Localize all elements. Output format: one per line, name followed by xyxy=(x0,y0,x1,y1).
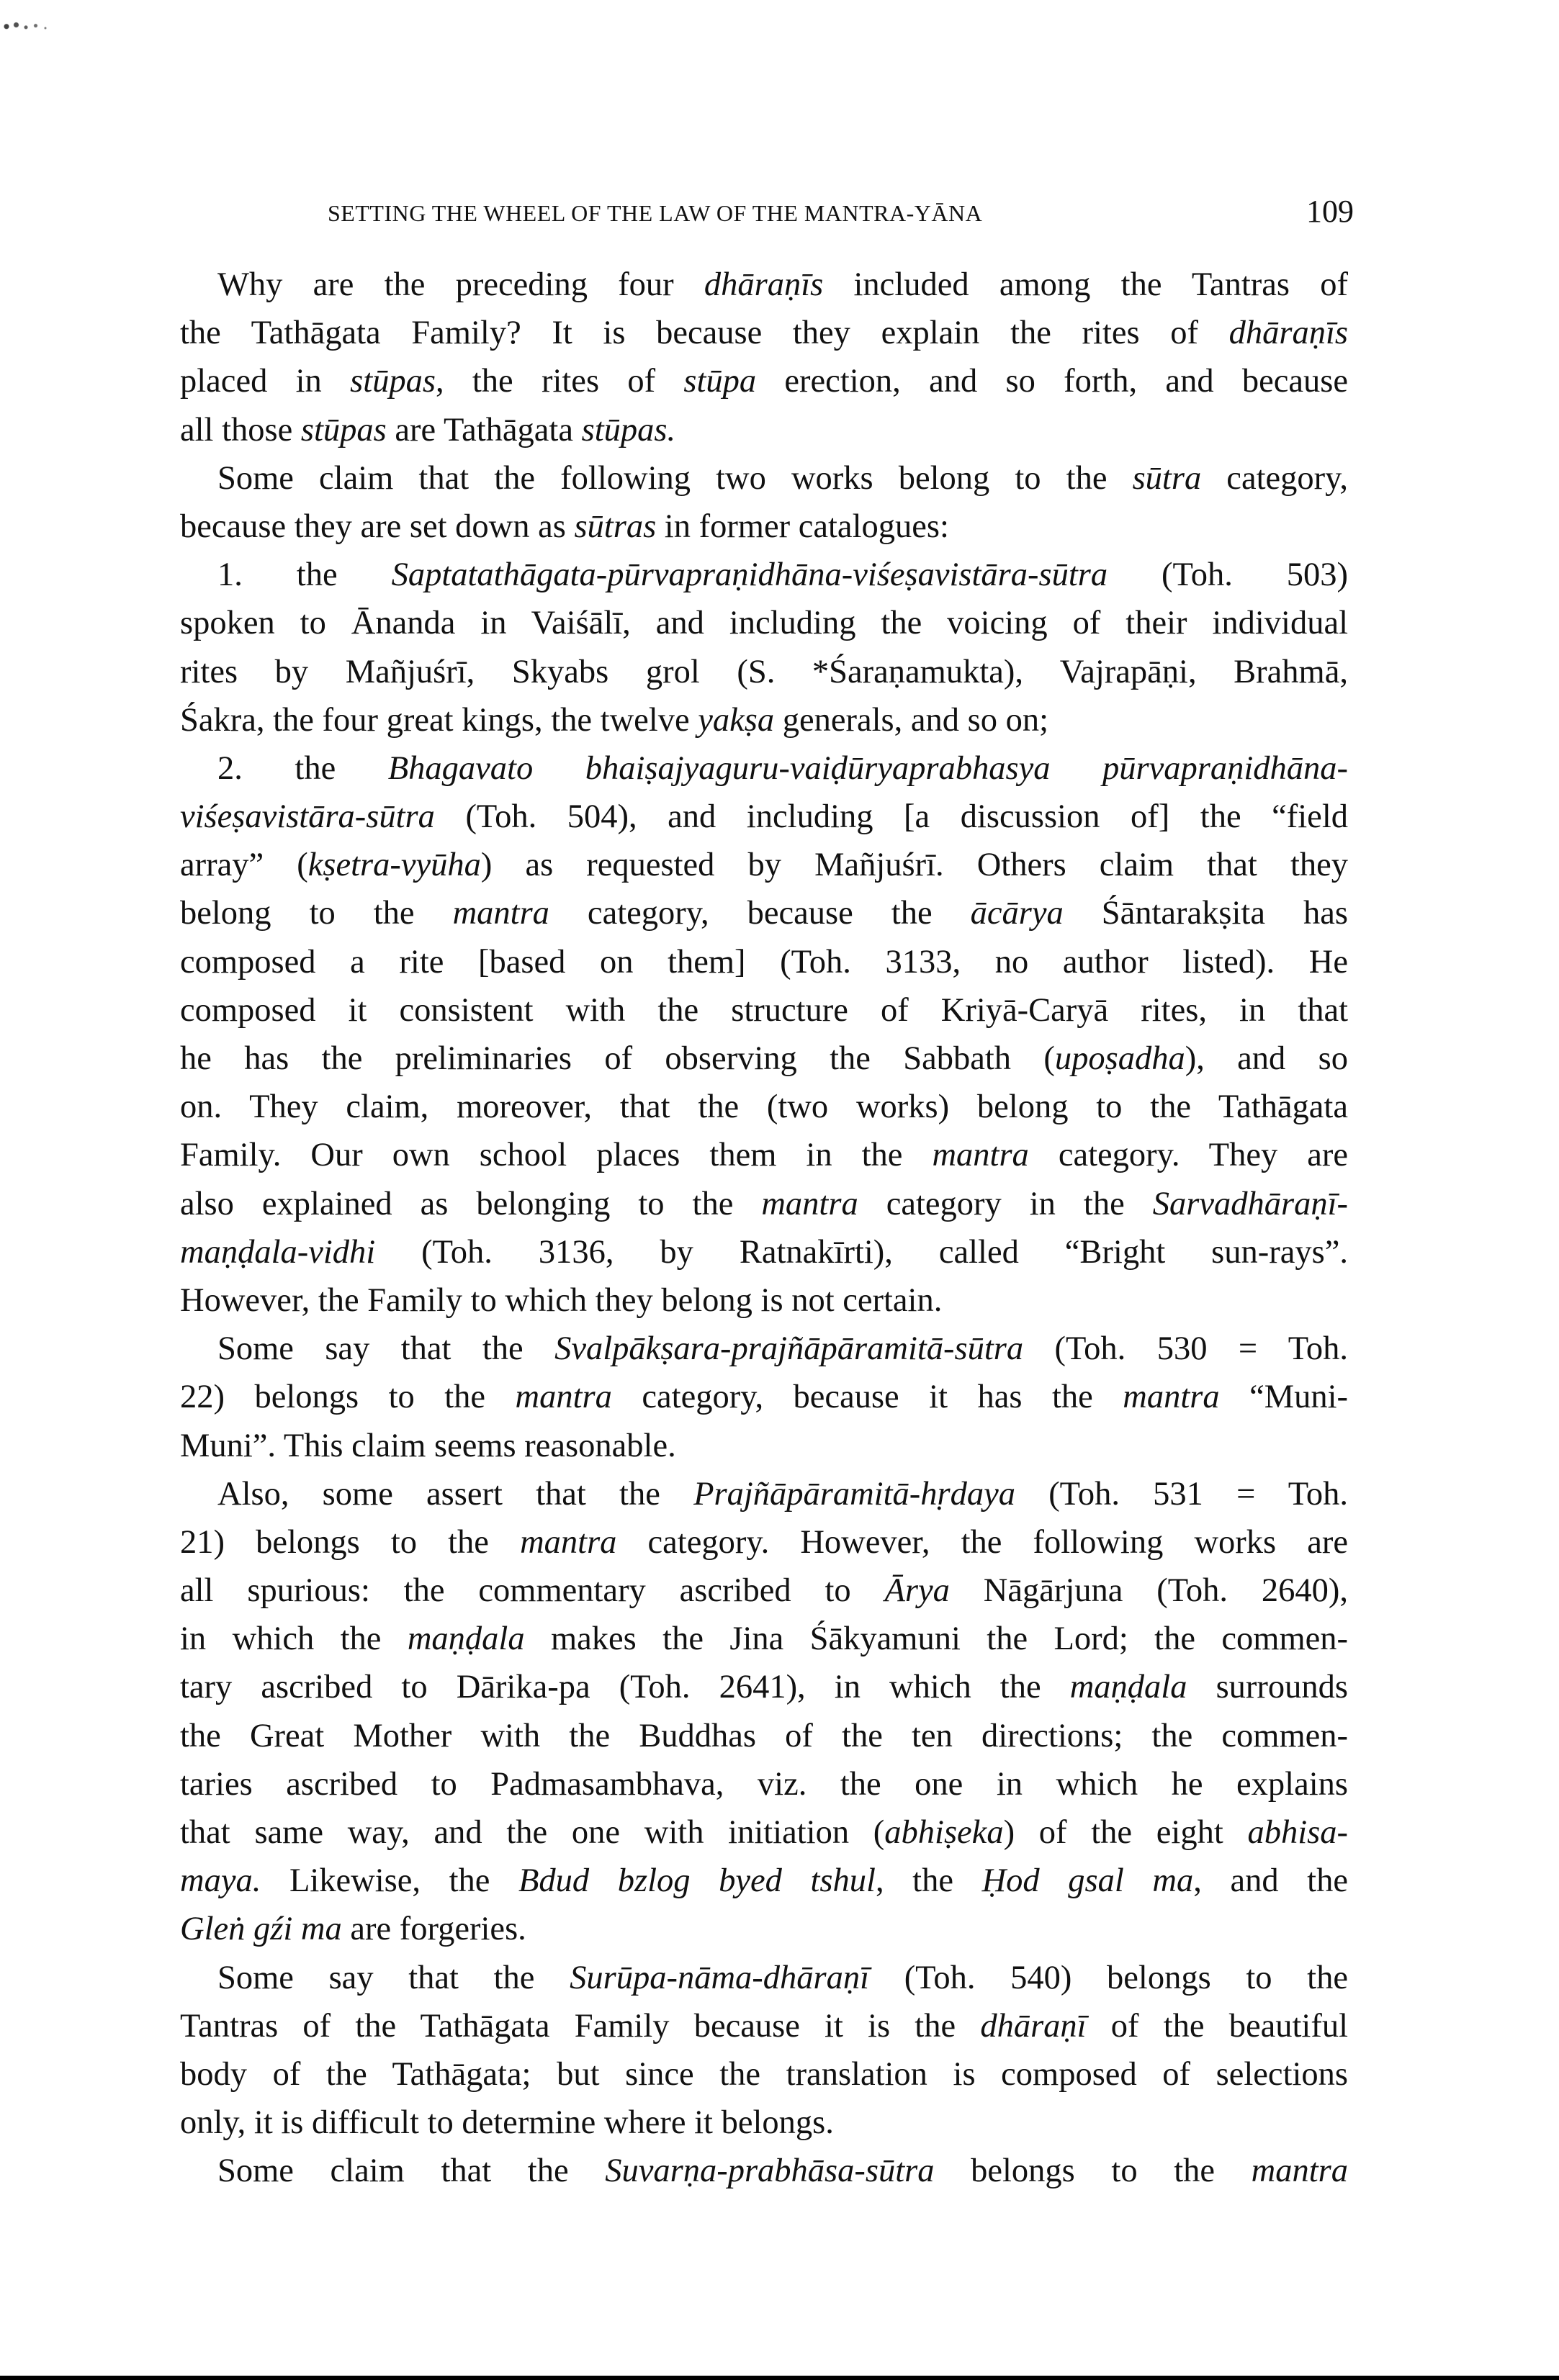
text-run: the Tathāgata Family? It is because they explain the rites of xyxy=(180,315,1229,352)
text-run: belongs to the xyxy=(934,2153,1252,2190)
text-run: makes the Jina Śākyamuni the Lord; the commen- xyxy=(524,1621,1348,1658)
italic-term: mantra xyxy=(1251,2153,1348,2190)
text-line xyxy=(180,1325,1348,1373)
italic-term: stūpas. xyxy=(581,411,676,448)
text-run: of the beautiful xyxy=(1086,2007,1348,2045)
italic-term: Bhagavato bhaiṣajyaguru-vaiḍūryaprabhasya pūrvapraṇidhāna- xyxy=(387,749,1348,787)
italic-term: abhiṣeka xyxy=(884,1814,1004,1851)
text-run: Some say that the xyxy=(217,1959,570,1996)
text-line xyxy=(180,938,1348,986)
text-run: Also, some assert that the xyxy=(217,1475,694,1513)
text-line xyxy=(180,1567,1348,1615)
italic-term: kṣetra-vyūha xyxy=(307,847,481,884)
text-run: spoken to Ānanda in Vaiśālī, and including the voicing of their individual xyxy=(180,605,1348,642)
italic-term: maya. xyxy=(180,1862,261,1900)
text-run: taries ascribed to Padmasambhava, viz. the one in which he explains xyxy=(180,1765,1348,1803)
body-text xyxy=(180,261,1348,2196)
text-run: Muni”. This claim seems reasonable. xyxy=(180,1427,676,1464)
text-run: all spurious: the commentary ascribed to xyxy=(180,1572,885,1610)
text-line xyxy=(180,2002,1348,2050)
italic-term: Ārya xyxy=(884,1572,950,1610)
text-run: Tantras of the Tathāgata Family because it is the xyxy=(180,2007,981,2045)
text-run: generals, and so on; xyxy=(774,701,1049,739)
text-run: category. They are xyxy=(1028,1137,1348,1174)
italic-term: stūpa xyxy=(683,363,757,400)
text-run: “Muni- xyxy=(1219,1379,1348,1416)
text-line xyxy=(180,551,1348,599)
text-line xyxy=(180,454,1348,502)
italic-term: mantra xyxy=(932,1137,1029,1174)
text-line xyxy=(180,1131,1348,1179)
text-run: erection, and so forth, and because xyxy=(756,363,1349,400)
text-line xyxy=(180,696,1348,744)
italic-term: Prajñāpāramitā-hṛdaya xyxy=(693,1475,1015,1513)
italic-term: sūtra xyxy=(1132,459,1202,497)
text-line xyxy=(180,986,1348,1035)
text-run: only, it is difficult to determine where it belongs. xyxy=(180,2104,834,2142)
text-line xyxy=(180,1180,1348,1228)
text-run: because they are set down as xyxy=(180,508,575,545)
italic-term: yakṣa xyxy=(698,701,775,739)
text-line xyxy=(180,1470,1348,1518)
text-line xyxy=(180,1615,1348,1663)
italic-term: Bdud bzlog byed tshul xyxy=(518,1862,876,1900)
text-run: all those xyxy=(180,411,301,448)
text-line xyxy=(180,1857,1348,1905)
text-run: Why are the preceding four xyxy=(217,266,704,303)
text-run: (Toh. 531 = Toh. xyxy=(1015,1475,1348,1513)
text-line xyxy=(180,2099,1348,2147)
scan-artifact xyxy=(0,20,65,36)
text-run: (Toh. 530 = Toh. xyxy=(1023,1330,1348,1368)
italic-term: mantra xyxy=(520,1523,617,1561)
italic-term: stūpas xyxy=(300,411,387,448)
text-line xyxy=(180,1035,1348,1083)
text-run: that same way, and the one with initiation ( xyxy=(180,1814,885,1851)
text-line xyxy=(180,889,1348,937)
text-run: body of the Tathāgata; but since the translation is composed of selections xyxy=(180,2055,1348,2093)
text-run: the Great Mother with the Buddhas of the ten directions; the commen- xyxy=(180,1717,1348,1754)
text-run: category in the xyxy=(858,1185,1153,1222)
italic-term: upoṣadha xyxy=(1054,1040,1185,1077)
text-line xyxy=(180,261,1348,309)
text-line xyxy=(180,309,1348,357)
italic-term: dhāraṇī xyxy=(980,2007,1087,2045)
text-run: (Toh. 503) xyxy=(1108,556,1348,594)
text-run: Śāntarakṣita has xyxy=(1063,895,1348,932)
text-run: composed a rite [based on them] (Toh. 3133, no author listed). He xyxy=(180,943,1348,981)
text-line xyxy=(180,2147,1348,2195)
text-line xyxy=(180,1954,1348,2002)
text-run: Likewise, the xyxy=(261,1862,519,1900)
italic-term: dhāraṇīs xyxy=(704,266,824,303)
text-line xyxy=(180,793,1348,841)
italic-term: Ḥod gsal ma xyxy=(981,1862,1194,1900)
text-run: ) as requested by Mañjuśrī. Others claim that they xyxy=(480,847,1348,884)
text-run: 1. the xyxy=(217,556,392,594)
text-run: category, xyxy=(1201,459,1348,497)
text-run: (Toh. 540) belongs to the xyxy=(869,1959,1348,1996)
text-run: he has the preliminaries of observing the Sabbath ( xyxy=(180,1040,1055,1077)
text-line xyxy=(180,1760,1348,1808)
text-line xyxy=(180,357,1348,405)
text-line xyxy=(180,1276,1348,1325)
text-run: placed in xyxy=(180,363,351,400)
text-run: in former catalogues: xyxy=(656,508,949,545)
text-run: array” ( xyxy=(180,847,308,884)
text-run: (Toh. 3136, by Ratnakīrti), called “Bright sun-rays”. xyxy=(375,1233,1348,1271)
text-line xyxy=(180,841,1348,889)
text-run: also explained as belonging to the xyxy=(180,1185,762,1222)
text-run: Some say that the xyxy=(217,1330,555,1368)
text-run: (Toh. 504), and including [a discussion of] the “field xyxy=(434,798,1348,836)
text-run: are Tathāgata xyxy=(386,411,582,448)
text-run: category, because the xyxy=(549,895,971,932)
text-run: 22) belongs to the xyxy=(180,1379,516,1416)
page-number: 109 xyxy=(1306,194,1354,229)
text-line xyxy=(180,1712,1348,1760)
text-run: Nāgārjuna (Toh. 2640), xyxy=(949,1572,1348,1610)
italic-term: mantra xyxy=(452,895,549,932)
text-run: Some claim that the following two works belong to the xyxy=(217,459,1133,497)
italic-term: sūtras xyxy=(574,508,657,545)
text-line xyxy=(180,1228,1348,1276)
running-head xyxy=(328,193,1354,229)
text-run: included among the Tantras of xyxy=(823,266,1348,303)
text-run: rites by Mañjuśrī, Skyabs grol (S. *Śaraṇamukta), Vajrapāṇi, Brahmā, xyxy=(180,653,1348,690)
italic-term: Saptatathāgata-pūrvapraṇidhāna-viśeṣavistāra-sūtra xyxy=(391,556,1108,594)
text-run: category. However, the following works are xyxy=(616,1523,1348,1561)
italic-term: mantra xyxy=(1123,1379,1220,1416)
italic-term: Surūpa-nāma-dhāraṇī xyxy=(570,1959,870,1996)
text-line xyxy=(180,1518,1348,1567)
italic-term: dhāraṇīs xyxy=(1228,315,1348,352)
italic-term: abhisa- xyxy=(1247,1814,1348,1851)
text-line xyxy=(180,1083,1348,1131)
text-line xyxy=(180,1808,1348,1857)
text-run: , the rites of xyxy=(435,363,684,400)
text-line xyxy=(180,502,1348,551)
italic-term: maṇḍala xyxy=(1069,1669,1187,1706)
text-run: Śakra, the four great kings, the twelve xyxy=(180,701,698,739)
running-title: SETTING THE WHEEL OF THE LAW OF THE MANTRA-YĀNA xyxy=(328,200,983,226)
italic-term: Suvarṇa-prabhāsa-sūtra xyxy=(605,2153,935,2190)
italic-term: viśeṣavistāra-sūtra xyxy=(180,798,435,836)
text-run: However, the Family to which they belong is not certain. xyxy=(180,1281,943,1319)
italic-term: stūpas xyxy=(350,363,436,400)
text-run: 2. the xyxy=(217,749,388,787)
text-run: belong to the xyxy=(180,895,453,932)
text-run: on. They claim, moreover, that the (two works) belong to the Tathāgata xyxy=(180,1088,1348,1126)
text-run: tary ascribed to Dārika-pa (Toh. 2641), in which the xyxy=(180,1669,1070,1706)
text-run: are forgeries. xyxy=(341,1911,526,1948)
text-line xyxy=(180,744,1348,793)
text-line xyxy=(180,599,1348,647)
text-line xyxy=(180,1905,1348,1953)
text-run: in which the xyxy=(180,1621,408,1658)
text-run: , the xyxy=(875,1862,982,1900)
italic-term: maṇḍala xyxy=(407,1621,525,1658)
text-run: ) of the eight xyxy=(1003,1814,1248,1851)
text-run: , and the xyxy=(1193,1862,1348,1900)
italic-term: Svalpākṣara-prajñāpāramitā-sūtra xyxy=(554,1330,1024,1368)
text-run: Family. Our own school places them in the xyxy=(180,1137,933,1174)
italic-term: Gleṅ gźi ma xyxy=(180,1911,342,1948)
text-run: ), and so xyxy=(1185,1040,1348,1077)
text-run: Some claim that the xyxy=(217,2153,606,2190)
italic-term: mantra xyxy=(515,1379,612,1416)
italic-term: maṇḍala-vidhi xyxy=(180,1233,376,1271)
italic-term: ācārya xyxy=(970,895,1064,932)
scan-edge-rule xyxy=(0,2376,1559,2380)
text-line xyxy=(180,1373,1348,1421)
text-line xyxy=(180,1663,1348,1711)
italic-term: mantra xyxy=(761,1185,858,1222)
text-line xyxy=(180,648,1348,696)
text-run: 21) belongs to the xyxy=(180,1523,521,1561)
text-line xyxy=(180,1422,1348,1470)
text-run: surrounds xyxy=(1187,1669,1348,1706)
text-line xyxy=(180,2050,1348,2099)
text-run: composed it consistent with the structure of Kriyā-Caryā rites, in that xyxy=(180,991,1348,1029)
italic-term: Sarvadhāraṇī- xyxy=(1152,1185,1348,1222)
text-line xyxy=(180,406,1348,454)
text-run: category, because it has the xyxy=(611,1379,1123,1416)
